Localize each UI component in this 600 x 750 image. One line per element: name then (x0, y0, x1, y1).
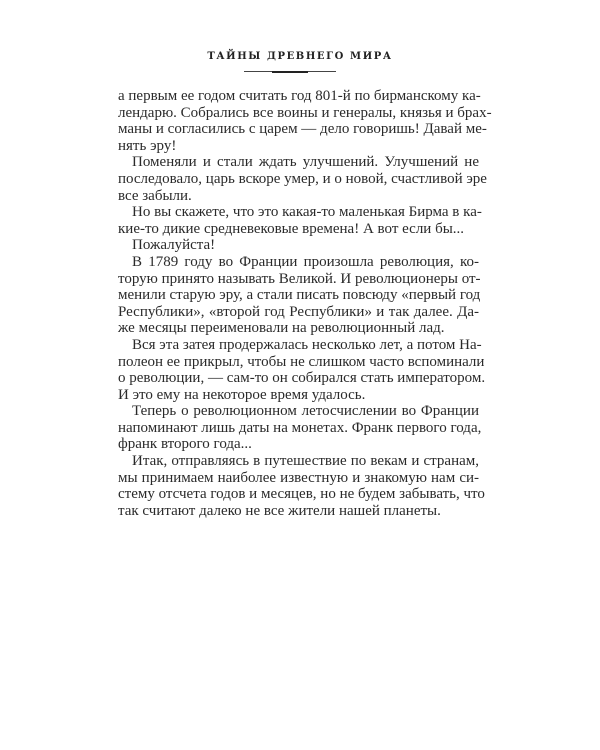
text-line: о революции, — сам-то он собирался стать императором. (118, 370, 486, 387)
text-line: последовало, царь вскоре умер, и о новой, счастливой эре (118, 170, 487, 187)
text-line: так считают далеко не все жители нашей планеты. (118, 502, 441, 519)
paragraph (118, 237, 479, 254)
text-line: Итак, отправляясь в путешествие по векам и странам, (132, 453, 479, 470)
text-line: Республики», «второй год Республики» и так далее. Да- (118, 303, 479, 320)
text-line: И это ему на некоторое время удалось. (118, 386, 366, 403)
text-line: Теперь о революционном летосчислении во Франции (132, 403, 479, 420)
text-line: нять эру! (118, 137, 177, 154)
header-rule (244, 71, 336, 72)
paragraph (118, 336, 486, 403)
text-line: полеон ее прикрыл, чтобы не слишком часто вспоминали (118, 353, 485, 370)
paragraph (118, 204, 482, 237)
text-line: Но вы скажете, что это какая-то маленькая Бирма в ка- (132, 204, 482, 221)
text-line: мы принимаем наиболее известную и знакомую нам си- (118, 469, 479, 486)
text-line: Поменяли и стали ждать улучшений. Улучшений не (132, 154, 479, 171)
paragraph (118, 403, 482, 453)
paragraph (118, 88, 492, 154)
text-line: все забыли. (118, 187, 192, 204)
paragraph (118, 254, 479, 337)
text-line: торую принято называть Великой. И революционеры от- (118, 270, 481, 287)
text-line: менили старую эру, а стали писать повсюду «первый год (118, 287, 481, 304)
text-line: франк второго года... (118, 436, 252, 453)
paragraph (118, 453, 485, 519)
text-line: стему отсчета годов и месяцев, но не будем забывать, что (118, 486, 485, 503)
paragraph (118, 154, 487, 204)
text-line: кие-то дикие средневековые времена! А вот если бы... (118, 220, 465, 237)
text-line: же месяцы переименовали на революционный лад. (118, 320, 445, 337)
text-line: лендарю. Собрались все воины и генералы, князья и брах- (118, 104, 492, 121)
running-head: ТАЙНЫ ДРЕВНЕГО МИРА (207, 51, 393, 62)
text-line: В 1789 году во Франции произошла революция, ко- (132, 253, 479, 270)
text-line: Пожалуйста! (132, 237, 216, 254)
text-line: Вся эта затея продержалась несколько лет, а потом На- (132, 336, 482, 353)
body-text (118, 88, 492, 519)
text-line: маны и согласились с царем — дело говоришь! Давай ме- (118, 121, 487, 138)
text-line: а первым ее годом считать год 801-й по бирманскому ка- (118, 88, 481, 104)
text-line: напоминают лишь даты на монетах. Франк первого года, (118, 419, 482, 436)
